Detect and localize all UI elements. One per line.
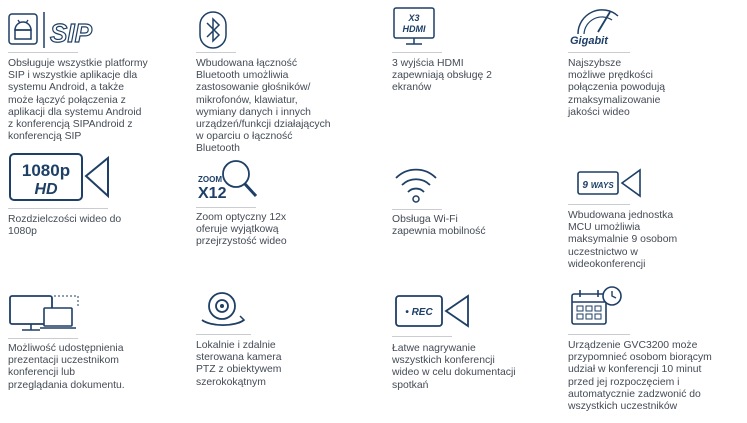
svg-text:ZOOM: ZOOM xyxy=(198,175,222,184)
feature-ways-text: Wbudowana jednostka MCU umożliwia maksymalnie 9 osobom uczestnictwo w wideokonferencji xyxy=(568,210,678,270)
svg-text:X12: X12 xyxy=(198,185,227,202)
feature-hdmi-text: 3 wyjścia HDMI zapewniają obsługę 2 ekranów xyxy=(392,58,492,94)
feature-hd-text: Rozdzielczości wideo do 1080p xyxy=(8,214,122,238)
ptz-camera-icon xyxy=(196,286,256,336)
svg-text:X3: X3 xyxy=(408,13,420,23)
gigabit-speedometer-icon xyxy=(568,4,638,50)
hdmi-monitor-icon xyxy=(392,6,452,50)
svg-text:1080p: 1080p xyxy=(21,161,71,180)
screen-share-icon xyxy=(8,292,88,338)
feature-gigabit-text: Najszybsze możliwe prędkości połączenia powodują zmaksymalizowanie jakości wideo xyxy=(568,58,666,118)
svg-text:• REC: • REC xyxy=(405,307,433,318)
feature-wifi-text: Obsługa Wi-Fi zapewnia mobilność xyxy=(392,214,486,238)
feature-rec-text: Łatwe nagrywanie wszystkich konferencji wideo w celu dokumentacji spotkań xyxy=(392,343,516,391)
nine-ways-camera-icon xyxy=(568,166,648,206)
zoom-magnifier-icon xyxy=(196,158,266,208)
feature-share-text: Możliwość udostępnienia prezentacji uczestnikom konferencji lub przeglądania dokumentu. xyxy=(8,343,125,391)
feature-ptz-text: Lokalnie i zdalnie sterowana kamera PTZ z obiektywem szerokokątnym xyxy=(196,340,282,388)
feature-schedule-text: Urządzenie GVC3200 może przypomnieć osobom biorącym udział w konferencji 10 minut przed jej rozpoczęciem i automatycznie zadzwonić do wszystkich uczestników xyxy=(568,340,712,413)
feature-bluetooth-text: Wbudowana łączność Bluetooth umożliwia zastosowanie głośników/ mikrofonów, klawiatur, wymiany danych i innych urządzeń/funkcji działających w oparciu o łączność Bluetooth xyxy=(196,58,331,155)
svg-text:HD: HD xyxy=(34,181,58,198)
sip-logo-text: SIP xyxy=(50,18,92,48)
hd-camera-icon xyxy=(8,152,138,204)
svg-text:HDMI: HDMI xyxy=(402,24,426,34)
svg-text:Gigabit: Gigabit xyxy=(570,35,608,47)
feature-zoom-text: Zoom optyczny 12x oferuje wyjątkową przejrzystość wideo xyxy=(196,212,287,248)
wifi-icon xyxy=(392,162,442,208)
svg-text:9 WAYS: 9 WAYS xyxy=(582,180,614,191)
android-sip-icon xyxy=(8,8,128,52)
rec-camera-icon xyxy=(392,292,482,338)
feature-sip-text: Obsługuje wszystkie platformy SIP i wszystkie aplikacje dla systemu Android, a także może łączyć połączenia z aplikacji dla systemu Android z konferencją SIPAndroid z konferencją SIP xyxy=(8,58,148,143)
calendar-clock-icon xyxy=(568,284,628,336)
bluetooth-icon xyxy=(196,8,236,52)
